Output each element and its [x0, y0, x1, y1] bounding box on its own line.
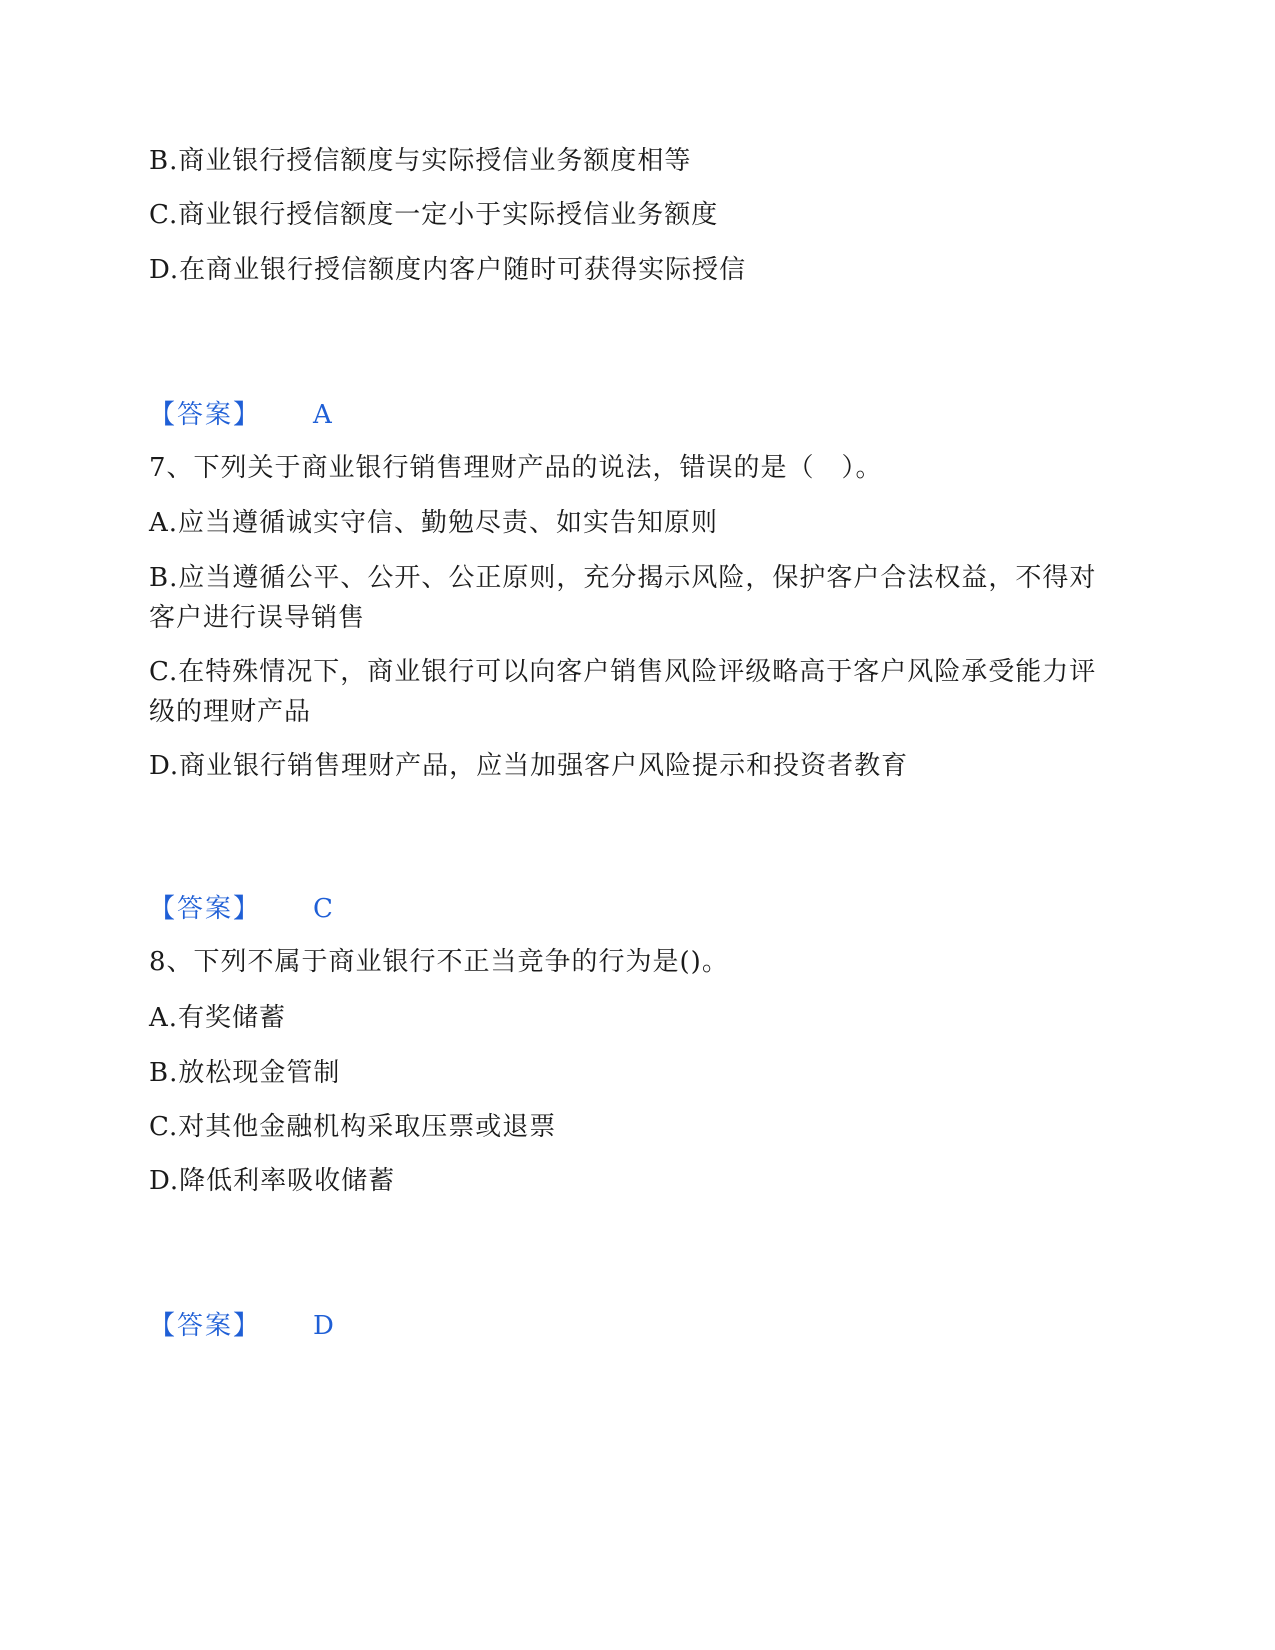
q8-question: 8、下列不属于商业银行不正当竞争的行为是()。	[149, 947, 729, 977]
q7-question: 7、下列关于商业银行销售理财产品的说法，错误的是（ ）。	[149, 453, 883, 483]
answer-label: 【答案】	[149, 1311, 262, 1341]
q8-option-d: D.降低利率吸收储蓄	[149, 1166, 396, 1196]
q6-answer	[149, 398, 332, 432]
q7-option-a: A.应当遵循诚实守信、勤勉尽责、如实告知原则	[149, 508, 719, 538]
answer-label: 【答案】	[149, 894, 262, 924]
q7-answer	[149, 892, 333, 926]
q6-option-d: D.在商业银行授信额度内客户随时可获得实际授信	[149, 255, 747, 285]
q8-option-a: A.有奖储蓄	[149, 1003, 287, 1033]
answer-value: A	[313, 400, 332, 430]
q6-option-c: C.商业银行授信额度一定小于实际授信业务额度	[149, 200, 719, 230]
q8-answer	[149, 1309, 334, 1343]
answer-value: C	[313, 894, 333, 924]
q8-option-c: C.对其他金融机构采取压票或退票	[149, 1112, 557, 1142]
q7-option-b: B.应当遵循公平、公开、公正原则，充分揭示风险，保护客户合法权益，不得对客户进行误导销售	[149, 563, 1097, 633]
q8-option-b: B.放松现金管制	[149, 1058, 341, 1088]
answer-value: D	[313, 1311, 334, 1341]
q7-option-d: D.商业银行销售理财产品，应当加强客户风险提示和投资者教育	[149, 751, 909, 781]
answer-label: 【答案】	[149, 400, 262, 430]
q6-option-b: B.商业银行授信额度与实际授信业务额度相等	[149, 146, 692, 176]
q7-option-c: C.在特殊情况下，商业银行可以向客户销售风险评级略高于客户风险承受能力评级的理财产品	[149, 657, 1097, 727]
